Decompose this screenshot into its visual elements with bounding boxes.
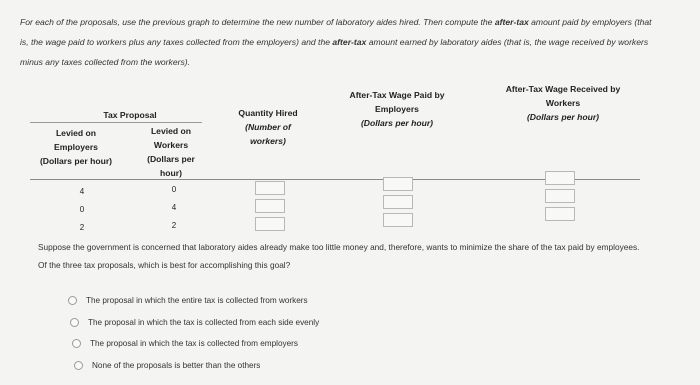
row2-workers-value: 4 (171, 203, 177, 212)
option-none[interactable] (74, 361, 260, 370)
instructions-text: For each of the proposals, use the previous graph to determine the new number of laboratory aides hired. Then compute the after-tax amount paid by employers (that is, the wage paid to workers plus any taxes collected from the employers) and the after-tax amount earned by laboratory aides (that is, the wage received by workers minus any taxes collected from the workers). (20, 17, 652, 67)
option-evenly[interactable] (70, 318, 319, 327)
row2-quantity-input[interactable] (255, 199, 285, 213)
levied-on-workers-header: Levied on Workers (Dollars per hour) (147, 126, 195, 178)
question-text: Suppose the government is concerned that laboratory aides already make too little money and, therefore, wants to minimize the share of the tax paid by employees. Of the three tax proposals, which is best for accomplishing this goal? (38, 242, 640, 270)
option-workers[interactable] (68, 296, 308, 305)
after-tax-wage-paid-header: After-Tax Wage Paid by Employers (Dollars per hour) (349, 90, 445, 128)
option-label: The proposal in which the tax is collected from each side evenly (88, 318, 320, 327)
row1-employers-value: 4 (79, 187, 85, 196)
option-label: The proposal in which the entire tax is collected from workers (86, 296, 308, 305)
row3-employers-value: 2 (79, 223, 85, 232)
row2-wage-paid-input[interactable] (383, 195, 413, 209)
row2-wage-received-input[interactable] (545, 189, 575, 203)
row3-workers-value: 2 (171, 221, 177, 230)
option-label: None of the proposals is better than the others (92, 361, 261, 370)
levied-on-employers-header: Levied on Employers (Dollars per hour) (39, 128, 113, 166)
tax-proposal-header: Tax Proposal (103, 110, 157, 120)
row2-employers-value: 0 (79, 205, 85, 214)
tax-proposal-underline (30, 122, 202, 123)
radio-button[interactable] (72, 339, 81, 348)
option-employers[interactable] (72, 339, 298, 348)
row1-workers-value: 0 (171, 185, 177, 194)
row1-wage-received-input[interactable] (545, 171, 575, 185)
row1-wage-paid-input[interactable] (383, 177, 413, 191)
row3-quantity-input[interactable] (255, 217, 285, 231)
row1-quantity-input[interactable] (255, 181, 285, 195)
radio-button[interactable] (68, 296, 77, 305)
radio-button[interactable] (74, 361, 83, 370)
row3-wage-received-input[interactable] (545, 207, 575, 221)
radio-button[interactable] (70, 318, 79, 327)
row3-wage-paid-input[interactable] (383, 213, 413, 227)
after-tax-wage-received-header: After-Tax Wage Received by Workers (Dollars per hour) (505, 84, 621, 122)
option-label: The proposal in which the tax is collected from employers (90, 339, 298, 348)
quantity-hired-header: Quantity Hired (Number of workers) (238, 108, 298, 146)
